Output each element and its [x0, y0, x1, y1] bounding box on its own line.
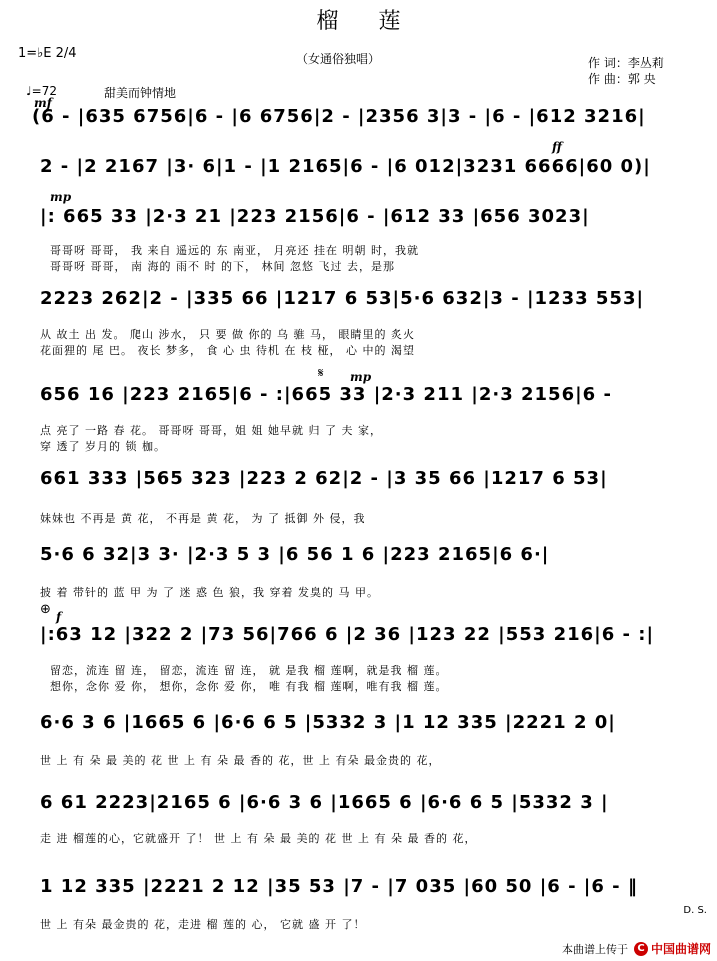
footer-upload-text: 本曲谱上传于	[561, 942, 628, 956]
dynamic-ff: ff	[552, 140, 562, 154]
score-row-10: 6 61 2223|2165 6 |6·6 3 6 |1665 6 |6·6 6 5 |5332 3 |	[40, 792, 609, 813]
dynamic-mp: mp	[50, 190, 72, 204]
lyric-row-4-verse-2: 花面狸的 尾 巴。 夜长 梦多， 食 心 虫 待机 在 枝 桠， 心 中的 渴望	[40, 344, 415, 357]
score-row-9: 6·6 3 6 |1665 6 |6·6 6 5 |5332 3 |1 12 335 |2221 2 0|	[40, 712, 616, 733]
dal-segno-mark: D. S.	[683, 905, 707, 916]
lyric-row-6: 妹妹也 不再是 黄 花， 不再是 黄 花， 为 了 抵御 外 侵，我	[40, 512, 366, 525]
dynamic-mp-2: mp	[350, 370, 372, 384]
site-logo-text: 中国曲谱网	[650, 942, 711, 956]
score-row-5: 656 16 |223 2165|6 - :|665 33 |2·3 211 |2·3 2156|6 -	[40, 384, 612, 405]
score-row-2: 2 - |2 2167 |3· 6|1 - |1 2165|6 - |6 012|3231 6666|60 0)|	[40, 156, 651, 177]
score-row-1: (6 - |635 6756|6 - |6 6756|2 - |2356 3|3 - |6 - |612 3216|	[32, 106, 646, 127]
lyric-row-9: 世 上 有 朵 最 美的 花 世 上 有 朵 最 香的 花，世 上 有朵 最金贵的 花，	[40, 754, 441, 767]
lyric-row-3-verse-2: 哥哥呀 哥哥， 南 海的 雨不 时 的下， 林间 忽悠 飞过 去，是那	[50, 260, 395, 273]
lyricist-credit: 作 词：李丛莉	[588, 56, 664, 70]
score-row-7: 5·6 6 32|3 3· |2·3 5 3 |6 56 1 6 |223 2165|6 6·|	[40, 544, 550, 565]
lyric-row-4-verse-1: 从 故土 出 发。 爬山 涉水， 只 要 做 你的 乌 骓 马， 眼睛里的 炙火	[40, 328, 415, 341]
site-logo-icon: C	[634, 942, 648, 956]
segno-sign: 𝄋	[318, 366, 324, 381]
lyric-row-8-verse-2: 想你，念你 爱 你， 想你，念你 爱 你， 唯 有我 榴 莲啊，唯有我 榴 莲。	[50, 680, 448, 693]
lyric-row-10: 走 进 榴莲的心，它就盛开 了！ 世 上 有 朵 最 美的 花 世 上 有 朵 最 香的 花，	[40, 832, 477, 845]
score-row-11: 1 12 335 |2221 2 12 |35 53 |7 - |7 035 |60 50 |6 - |6 - ‖	[40, 876, 638, 897]
composer-credit: 作 曲：郭 央	[588, 72, 656, 86]
dynamic-f: f	[56, 610, 62, 624]
lyric-row-7: 披 着 带针的 蓝 甲 为 了 迷 惑 色 狼，我 穿着 发臭的 马 甲。	[40, 586, 379, 599]
footer-credit	[562, 940, 711, 957]
coda-sign: ⊕	[40, 602, 51, 617]
lyric-row-5-verse-1: 点 亮了 一路 春 花。 哥哥呀 哥哥，姐 姐 她早就 归 了 夫 家，	[40, 424, 382, 437]
lyric-row-3-verse-1: 哥哥呀 哥哥， 我 来自 遥远的 东 南亚， 月亮还 挂在 明朝 时，我就	[50, 244, 419, 257]
lyric-row-5-verse-2: 穿 透了 岁月的 锁 枷。	[40, 440, 166, 453]
dynamic-mf: mf	[34, 96, 52, 110]
score-row-8: |:63 12 |322 2 |73 56|766 6 |2 36 |123 22 |553 216|6 - :|	[40, 624, 655, 645]
expression-marking: 甜美而钟情地	[104, 86, 177, 100]
song-subtitle: （女通俗独唱）	[296, 52, 381, 66]
score-row-6: 661 333 |565 323 |223 2 62|2 - |3 35 66 |1217 6 53|	[40, 468, 608, 489]
song-title: 榴莲	[316, 9, 441, 34]
site-logo[interactable]	[634, 940, 711, 957]
score-row-3: |: 665 33 |2·3 21 |223 2156|6 - |612 33 |656 3023|	[40, 206, 590, 227]
lyric-row-8-verse-1: 留恋，流连 留 连， 留恋，流连 留 连， 就 是我 榴 莲啊，就是我 榴 莲。	[50, 664, 448, 677]
tempo-marking: ♩=72	[26, 84, 57, 98]
key-signature: 1=♭E 2/4	[18, 46, 77, 61]
score-row-4: 2223 262|2 - |335 66 |1217 6 53|5·6 632|3 - |1233 553|	[40, 288, 645, 309]
lyric-row-11: 世 上 有朵 最金贵的 花，走进 榴 莲的 心， 它就 盛 开 了！	[40, 918, 366, 931]
